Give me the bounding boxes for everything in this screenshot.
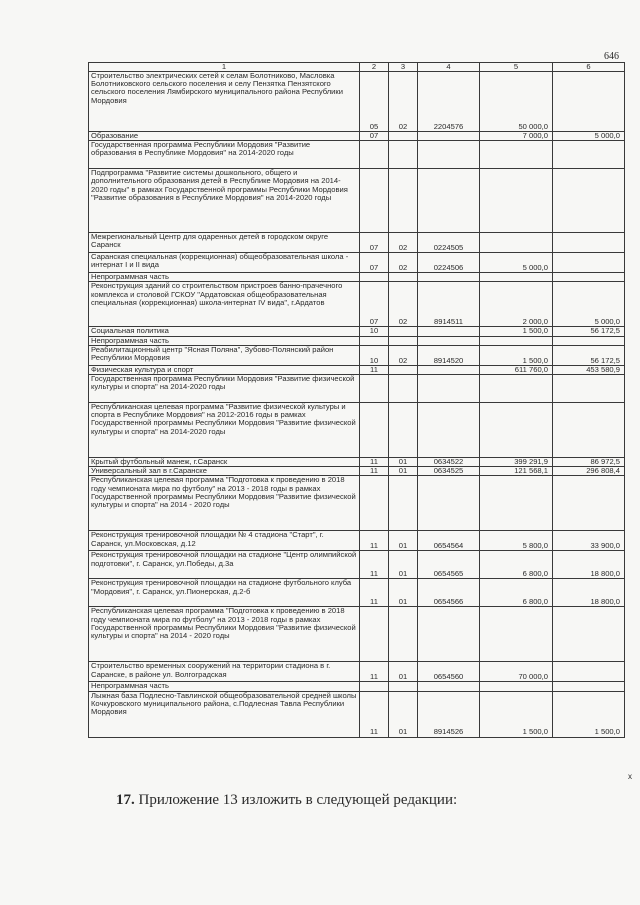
cell-amount-2: 33 900,0	[553, 531, 625, 551]
cell-subsection	[389, 375, 418, 403]
cell-amount-2: 5 000,0	[553, 132, 625, 141]
cell-section: 05	[360, 72, 389, 132]
cell-code	[418, 476, 480, 531]
cell-subsection: 01	[389, 531, 418, 551]
table-row	[89, 662, 625, 682]
header-col-1: 1	[89, 63, 360, 72]
cell-amount-1	[480, 273, 553, 282]
cell-section: 11	[360, 691, 389, 737]
table-row	[89, 365, 625, 374]
cell-code: 0654566	[418, 579, 480, 607]
cell-subsection	[389, 336, 418, 345]
cell-amount-2	[553, 253, 625, 273]
cell-name: Республиканская целевая программа "Подготовка к проведению в 2018 году чемпионата мира по футболу" на 2013 - 2018 годы в рамках Государственной программы Республики Мордовия "Развитие физической культуры и спорта" на 2014 - 2020 годы	[89, 607, 360, 662]
cell-amount-1	[480, 375, 553, 403]
budget-table	[88, 62, 625, 738]
cell-name: Универсальный зал в г.Саранске	[89, 467, 360, 476]
cell-amount-2: 5 000,0	[553, 282, 625, 327]
table-row	[89, 72, 625, 132]
cell-code: 0634525	[418, 467, 480, 476]
cell-subsection: 02	[389, 253, 418, 273]
cell-subsection	[389, 169, 418, 233]
cell-code	[418, 169, 480, 233]
cell-amount-2	[553, 273, 625, 282]
cell-section	[360, 273, 389, 282]
cell-subsection: 01	[389, 691, 418, 737]
cell-section: 11	[360, 467, 389, 476]
cell-amount-1: 5 000,0	[480, 253, 553, 273]
cell-section	[360, 403, 389, 458]
table-row	[89, 336, 625, 345]
cell-code: 8914520	[418, 345, 480, 365]
cell-amount-2	[553, 662, 625, 682]
cell-amount-2	[553, 375, 625, 403]
cell-code	[418, 273, 480, 282]
table-row	[89, 579, 625, 607]
cell-code: 0654564	[418, 531, 480, 551]
cell-code	[418, 132, 480, 141]
cell-section: 11	[360, 551, 389, 579]
cell-amount-2	[553, 336, 625, 345]
cell-amount-1: 70 000,0	[480, 662, 553, 682]
cell-name: Государственная программа Республики Мордовия "Развитие образования в Республике Мордовия" на 2014-2020 годы	[89, 141, 360, 169]
cell-name: Непрограммная часть	[89, 273, 360, 282]
cell-name: Реконструкция зданий со строительством пристроев банно-прачечного комплекса и столовой ГСКОУ "Ардатовская общеобразовательная специальная (коррекционная) школа-интернат IV вида", г.Ардатов	[89, 282, 360, 327]
table-row	[89, 607, 625, 662]
cell-section	[360, 682, 389, 691]
cell-name: Государственная программа Республики Мордовия "Развитие физической культуры и спорта" на 2014-2020 годы	[89, 375, 360, 403]
cell-subsection: 02	[389, 233, 418, 253]
cell-subsection: 01	[389, 458, 418, 467]
cell-amount-1: 2 000,0	[480, 282, 553, 327]
cell-amount-1: 6 800,0	[480, 551, 553, 579]
cell-name: Реконструкция тренировочной площадки на стадионе "Центр олимпийской подготовки", г. Саранск, ул.Победы, д.3а	[89, 551, 360, 579]
table-row	[89, 691, 625, 737]
cell-name: Реконструкция тренировочной площадки № 4 стадиона "Старт", г. Саранск, ул.Московская, д.12	[89, 531, 360, 551]
cell-amount-1	[480, 682, 553, 691]
trailing-mark: х	[628, 772, 632, 781]
cell-amount-2: 1 500,0	[553, 691, 625, 737]
cell-name: Строительство временных сооружений на территории стадиона в г. Саранске, в районе ул. Волгоградская	[89, 662, 360, 682]
cell-name: Образование	[89, 132, 360, 141]
cell-section: 11	[360, 662, 389, 682]
cell-section: 11	[360, 579, 389, 607]
cell-subsection	[389, 132, 418, 141]
cell-name: Межрегиональный Центр для одаренных детей в городском округе Саранск	[89, 233, 360, 253]
cell-code: 8914511	[418, 282, 480, 327]
cell-amount-1: 1 500,0	[480, 345, 553, 365]
cell-amount-1	[480, 233, 553, 253]
cell-amount-2	[553, 141, 625, 169]
cell-name: Республиканская целевая программа "Подготовка к проведению в 2018 году чемпионата мира по футболу" на 2013 - 2018 годы в рамках Государственной программы Республики Мордовия "Развитие физической культуры и спорта" на 2014 - 2020 годы	[89, 476, 360, 531]
cell-subsection	[389, 607, 418, 662]
cell-subsection	[389, 273, 418, 282]
table-row	[89, 141, 625, 169]
cell-name: Республиканская целевая программа "Развитие физической культуры и спорта в Республике Мордовия" на 2012-2016 годы в рамках Государственной программы Республики Мордовия "Развитие физической культуры и спорта" на 2014-2020 годы	[89, 403, 360, 458]
cell-amount-2	[553, 403, 625, 458]
cell-subsection	[389, 141, 418, 169]
cell-amount-1: 121 568,1	[480, 467, 553, 476]
cell-name: Лыжная база Подлесно-Тавлинской общеобразовательной средней школы Кочкуровского муниципального района, с.Подлесная Тавла Республики Мордовия	[89, 691, 360, 737]
cell-name: Крытый футбольный манеж, г.Саранск	[89, 458, 360, 467]
cell-amount-2	[553, 607, 625, 662]
cell-subsection: 01	[389, 467, 418, 476]
cell-code: 0654560	[418, 662, 480, 682]
cell-name: Социальная политика	[89, 327, 360, 336]
cell-section	[360, 607, 389, 662]
cell-name: Физическая культура и спорт	[89, 365, 360, 374]
cell-amount-1: 1 500,0	[480, 327, 553, 336]
table-row	[89, 345, 625, 365]
table-row	[89, 403, 625, 458]
cell-amount-1: 7 000,0	[480, 132, 553, 141]
cell-amount-1: 6 800,0	[480, 579, 553, 607]
cell-name: Реабилитационный центр "Ясная Поляна", Зубово-Полянский район Республики Мордовия	[89, 345, 360, 365]
cell-amount-1	[480, 169, 553, 233]
cell-subsection: 02	[389, 72, 418, 132]
cell-subsection: 02	[389, 282, 418, 327]
cell-amount-1: 611 760,0	[480, 365, 553, 374]
cell-amount-1: 50 000,0	[480, 72, 553, 132]
cell-section: 07	[360, 253, 389, 273]
cell-code	[418, 336, 480, 345]
cell-subsection	[389, 327, 418, 336]
cell-subsection	[389, 403, 418, 458]
cell-name: Непрограммная часть	[89, 336, 360, 345]
table-row	[89, 467, 625, 476]
cell-subsection: 01	[389, 662, 418, 682]
header-col-5: 5	[480, 63, 553, 72]
cell-amount-1: 399 291,9	[480, 458, 553, 467]
header-col-4: 4	[418, 63, 480, 72]
cell-subsection: 01	[389, 579, 418, 607]
cell-code: 0224505	[418, 233, 480, 253]
cell-name: Строительство электрических сетей к селам Болотниково, Масловка Болотниковского сельского поселения и селу Пензятка Пензятского сельского поселения Лямбирского муниципального района Республики Мордовия	[89, 72, 360, 132]
table-header-row	[89, 63, 625, 72]
table-row	[89, 531, 625, 551]
cell-subsection	[389, 476, 418, 531]
cell-name: Саранская специальная (коррекционная) общеобразовательная школа - интернат I и II вида	[89, 253, 360, 273]
cell-code	[418, 141, 480, 169]
cell-section	[360, 336, 389, 345]
cell-section: 07	[360, 132, 389, 141]
instruction-number: 17.	[116, 792, 135, 808]
cell-code: 0224506	[418, 253, 480, 273]
cell-code: 8914526	[418, 691, 480, 737]
table-row	[89, 169, 625, 233]
cell-subsection	[389, 365, 418, 374]
cell-section	[360, 476, 389, 531]
cell-name: Реконструкция тренировочной площадки на стадионе футбольного клуба "Мордовия", г. Саранск, ул.Пионерская, д.2-б	[89, 579, 360, 607]
cell-amount-2: 296 808,4	[553, 467, 625, 476]
table-row	[89, 327, 625, 336]
table-row	[89, 282, 625, 327]
header-col-2: 2	[360, 63, 389, 72]
cell-code: 2204576	[418, 72, 480, 132]
cell-amount-2	[553, 476, 625, 531]
table-row	[89, 458, 625, 467]
instruction-text: Приложение 13 изложить в следующей редакции:	[134, 792, 458, 808]
cell-amount-2: 86 972,5	[553, 458, 625, 467]
cell-amount-2	[553, 72, 625, 132]
cell-code: 0654565	[418, 551, 480, 579]
table-row	[89, 273, 625, 282]
cell-amount-2	[553, 169, 625, 233]
cell-subsection	[389, 682, 418, 691]
header-col-6: 6	[553, 63, 625, 72]
cell-code: 0634522	[418, 458, 480, 467]
cell-name: Непрограммная часть	[89, 682, 360, 691]
cell-amount-1: 1 500,0	[480, 691, 553, 737]
cell-section	[360, 169, 389, 233]
cell-section	[360, 375, 389, 403]
cell-amount-1	[480, 403, 553, 458]
cell-subsection: 02	[389, 345, 418, 365]
table-row	[89, 253, 625, 273]
table-row	[89, 132, 625, 141]
cell-code	[418, 682, 480, 691]
cell-amount-1	[480, 141, 553, 169]
cell-amount-1	[480, 476, 553, 531]
cell-amount-2: 453 580,9	[553, 365, 625, 374]
table-row	[89, 476, 625, 531]
page-number: 646	[604, 51, 619, 62]
header-col-3: 3	[389, 63, 418, 72]
cell-amount-2: 56 172,5	[553, 345, 625, 365]
cell-amount-1	[480, 336, 553, 345]
cell-section: 11	[360, 365, 389, 374]
cell-section	[360, 141, 389, 169]
cell-name: Подпрограмма "Развитие системы дошкольного, общего и дополнительного образования детей в Республике Мордовия на 2014-2020 годы" в рамках Государственной программы Республики Мордовия "Развитие образования в Республике Мордовия" на 2014-2020 годы	[89, 169, 360, 233]
cell-code	[418, 365, 480, 374]
cell-subsection: 01	[389, 551, 418, 579]
cell-amount-1: 5 800,0	[480, 531, 553, 551]
cell-code	[418, 375, 480, 403]
cell-amount-2: 18 800,0	[553, 579, 625, 607]
instruction-paragraph	[116, 792, 457, 809]
cell-section: 10	[360, 345, 389, 365]
cell-amount-2: 18 800,0	[553, 551, 625, 579]
cell-code	[418, 403, 480, 458]
cell-amount-2: 56 172,5	[553, 327, 625, 336]
table-row	[89, 682, 625, 691]
cell-section: 07	[360, 282, 389, 327]
cell-code	[418, 327, 480, 336]
table-row	[89, 375, 625, 403]
table-row	[89, 233, 625, 253]
cell-section: 11	[360, 458, 389, 467]
table-row	[89, 551, 625, 579]
cell-section: 10	[360, 327, 389, 336]
cell-amount-1	[480, 607, 553, 662]
cell-section: 11	[360, 531, 389, 551]
cell-amount-2	[553, 682, 625, 691]
cell-code	[418, 607, 480, 662]
cell-amount-2	[553, 233, 625, 253]
cell-section: 07	[360, 233, 389, 253]
